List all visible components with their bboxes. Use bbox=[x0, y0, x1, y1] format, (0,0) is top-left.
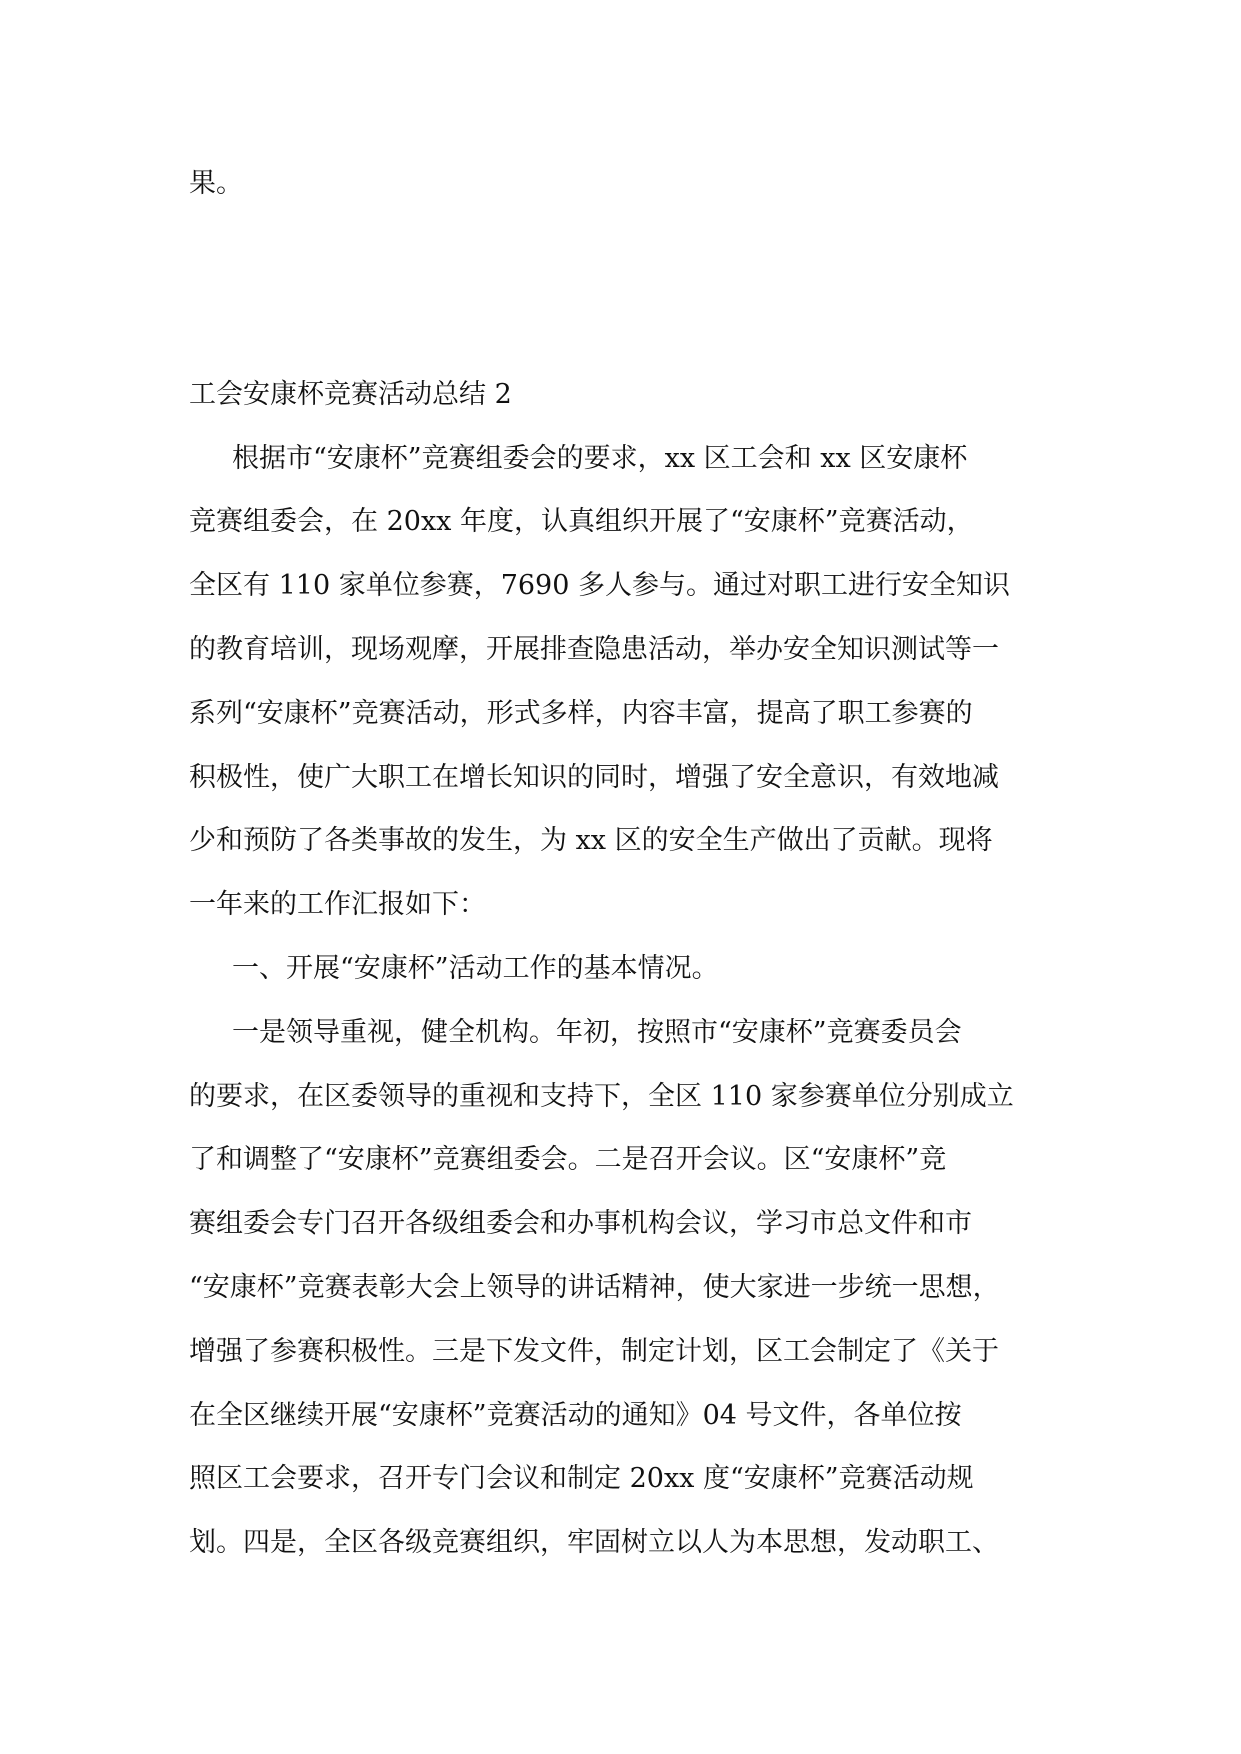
paragraph-line: 竞赛组委会，在 20xx 年度，认真组织开展了“安康杯”竞赛活动， bbox=[189, 506, 974, 538]
paragraph-line: 全区有 110 家单位参赛，7690 多人参与。通过对职工进行安全知识 bbox=[189, 570, 1010, 602]
paragraph-line: 一年来的工作汇报如下： bbox=[189, 889, 486, 921]
paragraph-line: 在全区继续开展“安康杯”竞赛活动的通知》04 号文件，各单位按 bbox=[189, 1399, 962, 1431]
paragraph-line: “安康杯”竞赛表彰大会上领导的讲话精神，使大家进一步统一思想， bbox=[189, 1271, 1000, 1303]
paragraph-line: 少和预防了各类事故的发生，为 xx 区的安全生产做出了贡献。现将 bbox=[189, 825, 993, 857]
section-title: 工会安康杯竞赛活动总结 2 bbox=[189, 378, 512, 410]
document-body bbox=[189, 152, 1059, 1575]
paragraph-line: 积极性，使广大职工在增长知识的同时，增强了安全意识，有效地减 bbox=[189, 761, 999, 793]
paragraph-line: 增强了参赛积极性。三是下发文件，制定计划，区工会制定了《关于 bbox=[189, 1335, 999, 1367]
paragraph-line: 根据市“安康杯”竞赛组委会的要求，xx 区工会和 xx 区安康杯 bbox=[232, 442, 968, 474]
paragraph-1 bbox=[189, 427, 1059, 937]
section-gap bbox=[189, 216, 1059, 363]
paragraph-line: 的要求，在区委领导的重视和支持下，全区 110 家参赛单位分别成立 bbox=[189, 1080, 1014, 1112]
paragraph-line: 了和调整了“安康杯”竞赛组委会。二是召开会议。区“安康杯”竞 bbox=[189, 1144, 947, 1176]
paragraph-line: 的教育培训，现场观摩，开展排查隐患活动，举办安全知识测试等一 bbox=[189, 633, 999, 665]
paragraph-2-heading bbox=[189, 937, 1059, 1001]
previous-paragraph-fragment: 果。 bbox=[189, 168, 243, 199]
subsection-heading: 一、开展“安康杯”活动工作的基本情况。 bbox=[232, 952, 719, 984]
paragraph-line: 划。四是，全区各级竞赛组织，牢固树立以人为本思想，发动职工、 bbox=[189, 1527, 999, 1559]
paragraph-line: 系列“安康杯”竞赛活动，形式多样，内容丰富，提高了职工参赛的 bbox=[189, 697, 973, 729]
paragraph-line: 一是领导重视，健全机构。年初，按照市“安康杯”竞赛委员会 bbox=[232, 1016, 962, 1048]
paragraph-3 bbox=[189, 1001, 1059, 1575]
paragraph-line: 赛组委会专门召开各级组委会和办事机构会议，学习市总文件和市 bbox=[189, 1208, 972, 1240]
paragraph-line: 照区工会要求，召开专门会议和制定 20xx 度“安康杯”竞赛活动规 bbox=[189, 1463, 974, 1495]
